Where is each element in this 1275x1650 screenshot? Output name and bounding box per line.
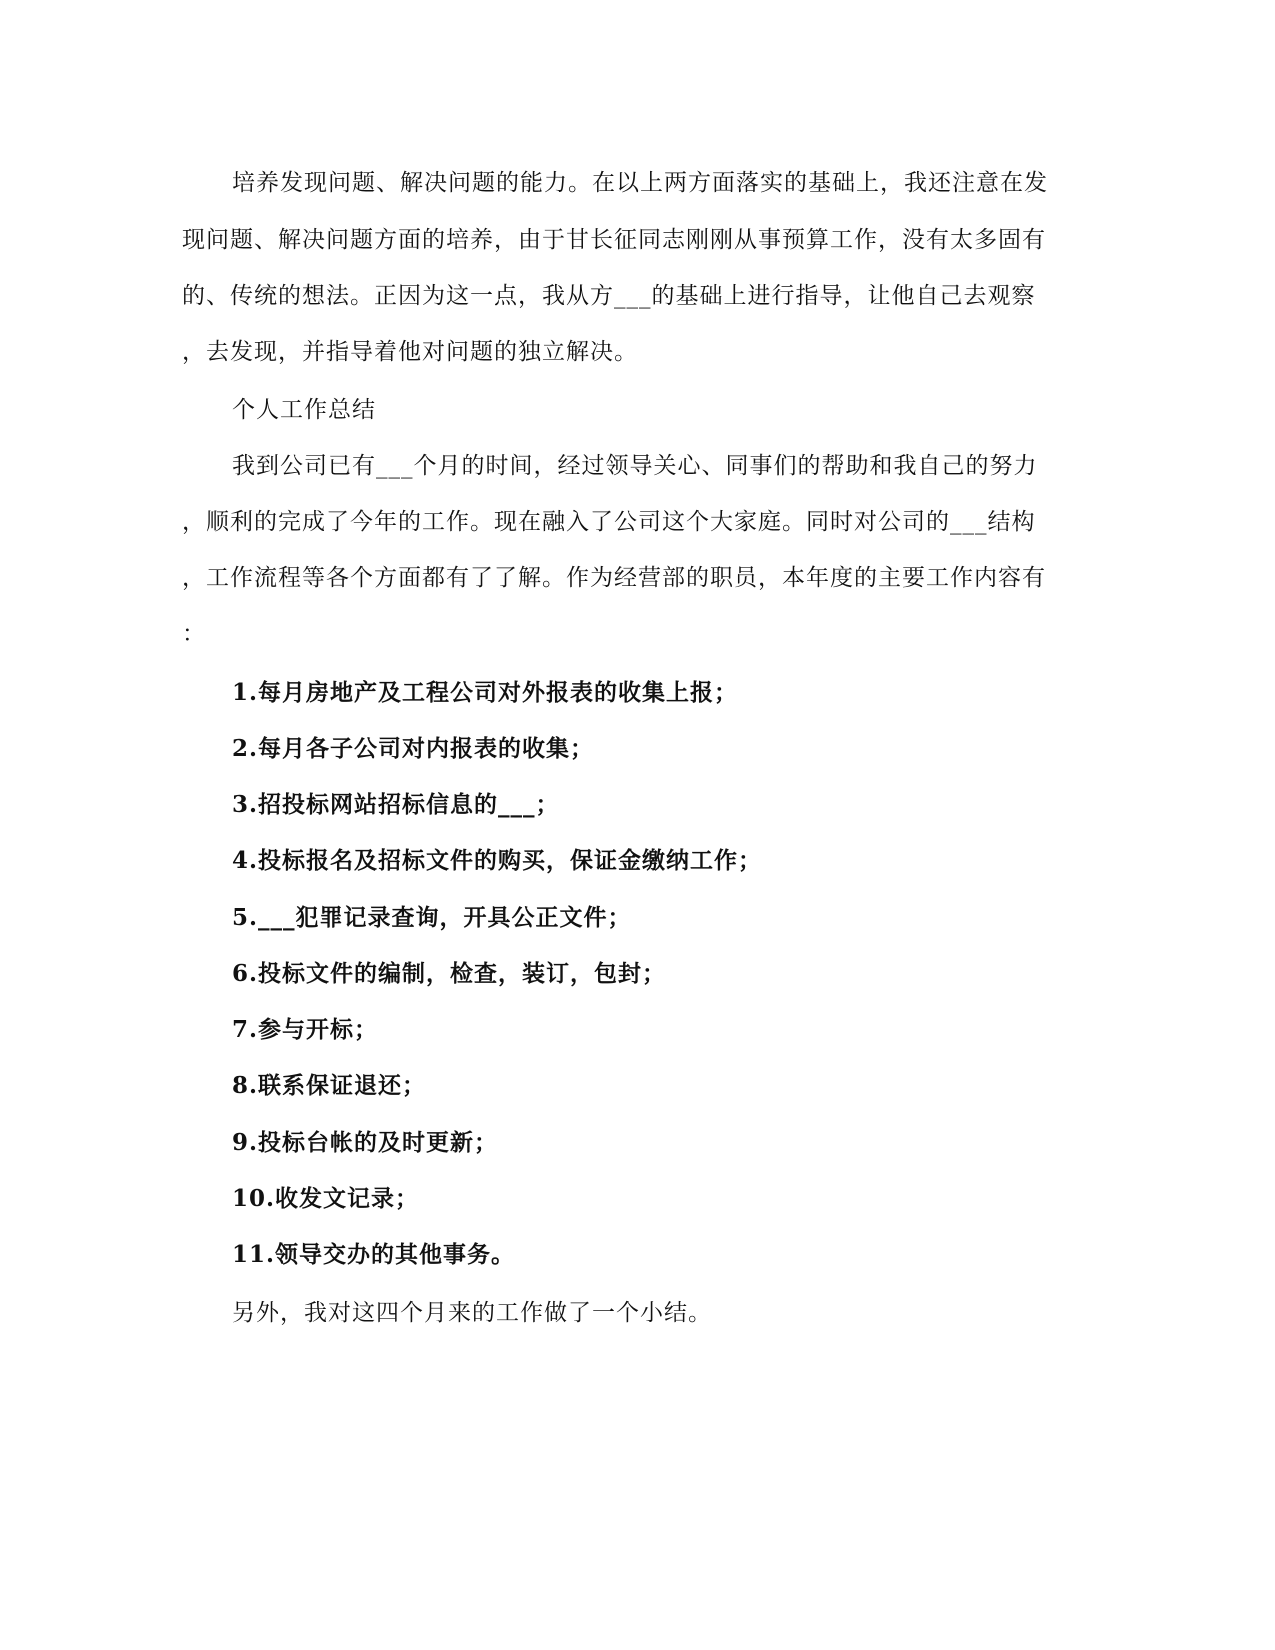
paragraph-2-line-4: ： [182,621,206,647]
paragraph-2-line-1: 我到公司已有___个月的时间，经过领导关心、同事们的帮助和我自己的努力 [232,453,1038,479]
list-item: 5.___犯罪记录查询，开具公正文件； [232,904,632,931]
list-item: 6.投标文件的编制，检查，装订，包封； [232,960,667,987]
paragraph-1-line-4: ，去发现，并指导着他对问题的独立解决。 [182,339,638,365]
paragraph-1-line-3: 的、传统的想法。正因为这一点，我从方___的基础上进行指导，让他自己去观察 [182,283,1036,309]
closing-paragraph: 另外，我对这四个月来的工作做了一个小结。 [232,1300,712,1326]
paragraph-1-line-2: 现问题、解决问题方面的培养，由于甘长征同志刚刚从事预算工作，没有太多固有 [182,227,1046,253]
section-heading: 个人工作总结 [232,397,376,423]
list-item: 9.投标台帐的及时更新； [232,1129,499,1156]
paragraph-2-line-2: ，顺利的完成了今年的工作。现在融入了公司这个大家庭。同时对公司的___结构 [182,509,1036,535]
paragraph-1-line-1: 培养发现问题、解决问题的能力。在以上两方面落实的基础上，我还注意在发 [232,170,1048,196]
list-item: 11.领导交办的其他事务。 [232,1241,516,1268]
list-item: 8.联系保证退还； [232,1072,427,1099]
list-item: 2.每月各子公司对内报表的收集； [232,735,595,762]
list-item: 7.参与开标； [232,1016,379,1043]
list-item: 1.每月房地产及工程公司对外报表的收集上报； [232,679,739,706]
list-item: 10.收发文记录； [232,1185,420,1212]
list-item: 3.招投标网站招标信息的___； [232,791,560,818]
paragraph-2-line-3: ，工作流程等各个方面都有了了解。作为经营部的职员，本年度的主要工作内容有 [182,565,1046,591]
list-item: 4.投标报名及招标文件的购买，保证金缴纳工作； [232,847,763,874]
